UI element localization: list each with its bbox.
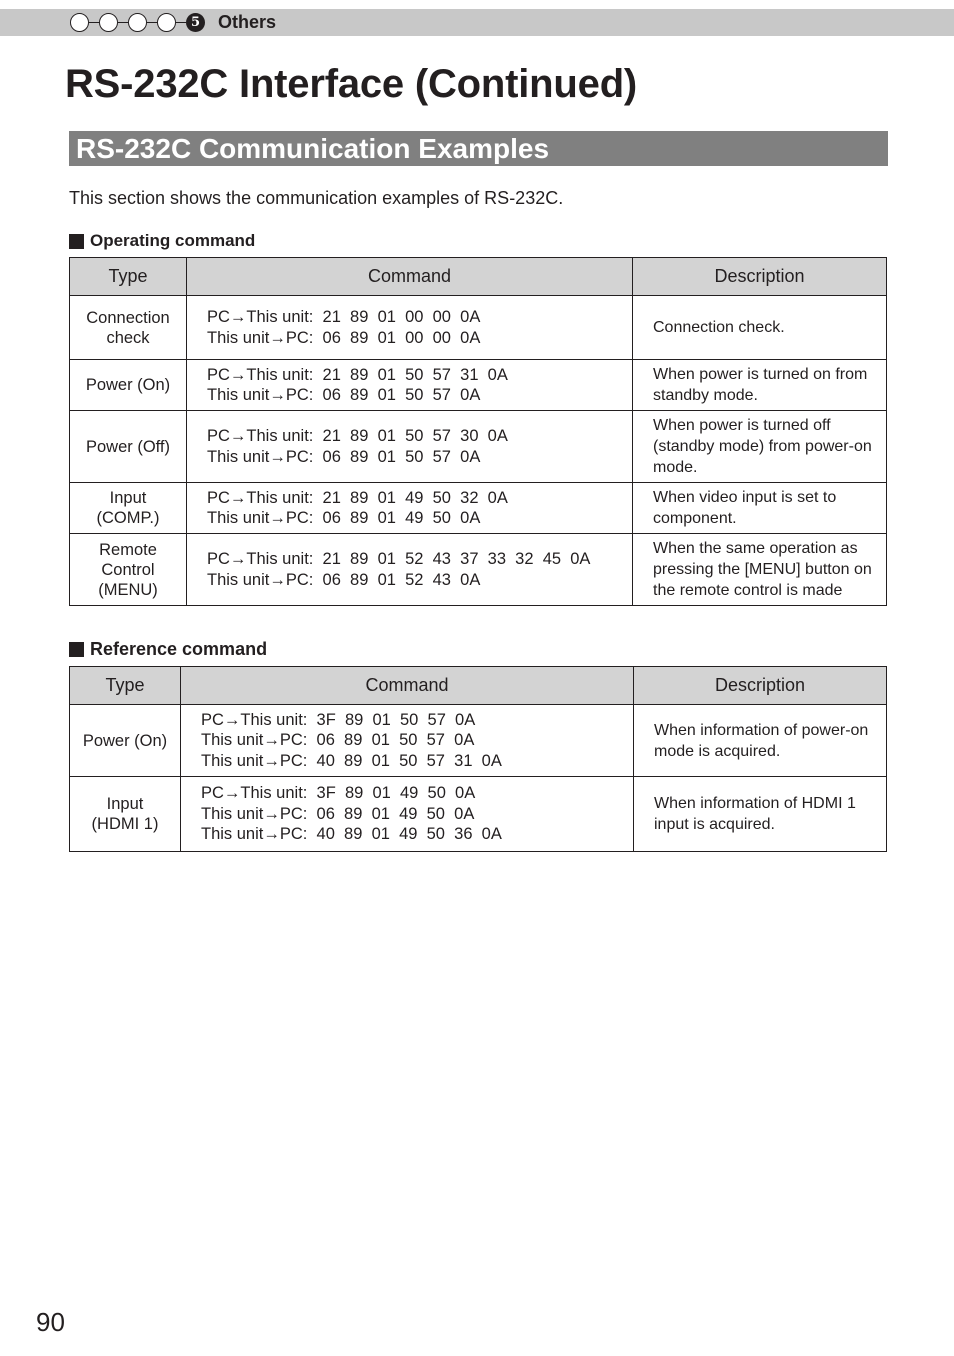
page-number: 90: [36, 1307, 65, 1337]
table-header-row: [70, 258, 887, 296]
command-line: PC→This unit: 21 89 01 50 57 31 0A: [207, 365, 508, 384]
type-cell: [70, 705, 181, 777]
command-cell: [187, 296, 633, 360]
intro-text: This section shows the communication examples of RS-232C.: [69, 188, 564, 208]
column-header-description: Description: [633, 258, 887, 296]
command-line: This unit→PC: 06 89 01 49 50 0A: [201, 804, 475, 823]
operating-command-table: [69, 257, 887, 606]
column-header-command: Command: [181, 667, 634, 705]
type-line: Connection: [86, 308, 170, 327]
table-header-row: [70, 667, 887, 705]
table-row: [70, 360, 887, 411]
section-title: RS-232C Communication Examples: [76, 133, 550, 164]
table-row: [70, 483, 887, 534]
column-header-command: Command: [187, 258, 633, 296]
chapter-3-circle-icon: [128, 13, 147, 32]
reference-command-heading: [69, 639, 267, 660]
chapter-connector: [89, 22, 99, 23]
type-cell: [70, 411, 187, 483]
type-line: (MENU): [98, 580, 158, 599]
chapter-label: Others: [218, 11, 277, 32]
type-line: Power (On): [82, 731, 168, 750]
command-line: This unit→PC: 40 89 01 49 50 36 0A: [201, 825, 502, 844]
type-line: (HDMI 1): [91, 815, 159, 833]
reference-command-heading-text: Reference command: [90, 639, 268, 659]
command-line: PC→This unit: 3F 89 01 50 57 0A: [201, 710, 476, 729]
type-cell: [70, 777, 181, 852]
table-row: [70, 411, 887, 483]
type-line: check: [106, 328, 150, 347]
command-line: PC→This unit: 21 89 01 52 43 37 33 32 45 0A: [207, 550, 591, 568]
command-line: PC→This unit: 21 89 01 00 00 0A: [207, 308, 481, 326]
table-row: [70, 705, 887, 777]
type-line: Input: [109, 489, 147, 507]
description-cell: When the same operation as pressing the [MENU] button on the remote control is made: [633, 534, 887, 606]
chapter-1-circle-icon: [70, 13, 89, 32]
command-line: This unit→PC: 06 89 01 50 57 0A: [201, 731, 475, 750]
chapter-connector: [176, 22, 186, 23]
reference-command-table: [69, 666, 887, 852]
command-line: This unit→PC: 06 89 01 49 50 0A: [207, 509, 481, 527]
type-line: Input: [106, 795, 144, 813]
type-cell: [70, 296, 187, 360]
command-line: This unit→PC: 06 89 01 50 57 0A: [207, 447, 481, 466]
description-cell: When power is turned off (standby mode) from power-on mode.: [633, 411, 887, 483]
table-row: [70, 777, 887, 852]
column-header-type: Type: [70, 258, 187, 296]
chapter-4-circle-icon: [157, 13, 176, 32]
type-line: Remote: [99, 540, 157, 559]
description-cell: When video input is set to component.: [633, 483, 887, 534]
table-row: [70, 296, 887, 360]
command-cell: [187, 411, 633, 483]
command-line: PC→This unit: 3F 89 01 49 50 0A: [201, 784, 476, 803]
description-cell: When information of HDMI 1 input is acquired.: [634, 777, 887, 852]
type-cell: [70, 483, 187, 534]
chapter-2-circle-icon: [99, 13, 118, 32]
command-line: This unit→PC: 40 89 01 50 57 31 0A: [201, 751, 502, 770]
command-cell: [187, 534, 633, 606]
command-line: PC→This unit: 21 89 01 49 50 32 0A: [207, 488, 508, 507]
command-line: PC→This unit: 21 89 01 50 57 30 0A: [207, 427, 508, 445]
command-cell: [187, 483, 633, 534]
column-header-type: Type: [70, 667, 181, 705]
current-chapter-number: 5: [186, 13, 205, 32]
type-line: (COMP.): [96, 509, 160, 527]
command-line: This unit→PC: 06 89 01 50 57 0A: [207, 386, 481, 404]
table-row: [70, 534, 887, 606]
operating-command-heading: [69, 231, 255, 251]
square-bullet-icon: [69, 234, 84, 249]
description-cell: Connection check.: [633, 296, 887, 360]
chapter-connector: [147, 22, 157, 23]
type-cell: [70, 534, 187, 606]
type-line: Power (Off): [85, 437, 171, 456]
square-bullet-icon: [69, 642, 84, 657]
command-line: This unit→PC: 06 89 01 52 43 0A: [207, 570, 481, 589]
description-cell: When power is turned on from standby mode.: [633, 360, 887, 411]
column-header-description: Description: [634, 667, 887, 705]
type-line: Power (On): [85, 376, 171, 394]
chapter-navigation: [70, 12, 276, 32]
command-cell: [187, 360, 633, 411]
command-cell: [181, 705, 634, 777]
type-line: Control: [101, 560, 155, 579]
page-title: RS-232C Interface (Continued): [65, 62, 638, 106]
operating-command-heading-text: Operating command: [90, 231, 256, 250]
description-cell: When information of power-on mode is acquired.: [634, 705, 887, 777]
type-cell: [70, 360, 187, 411]
command-cell: [181, 777, 634, 852]
command-line: This unit→PC: 06 89 01 00 00 0A: [207, 328, 481, 347]
chapter-connector: [118, 22, 128, 23]
